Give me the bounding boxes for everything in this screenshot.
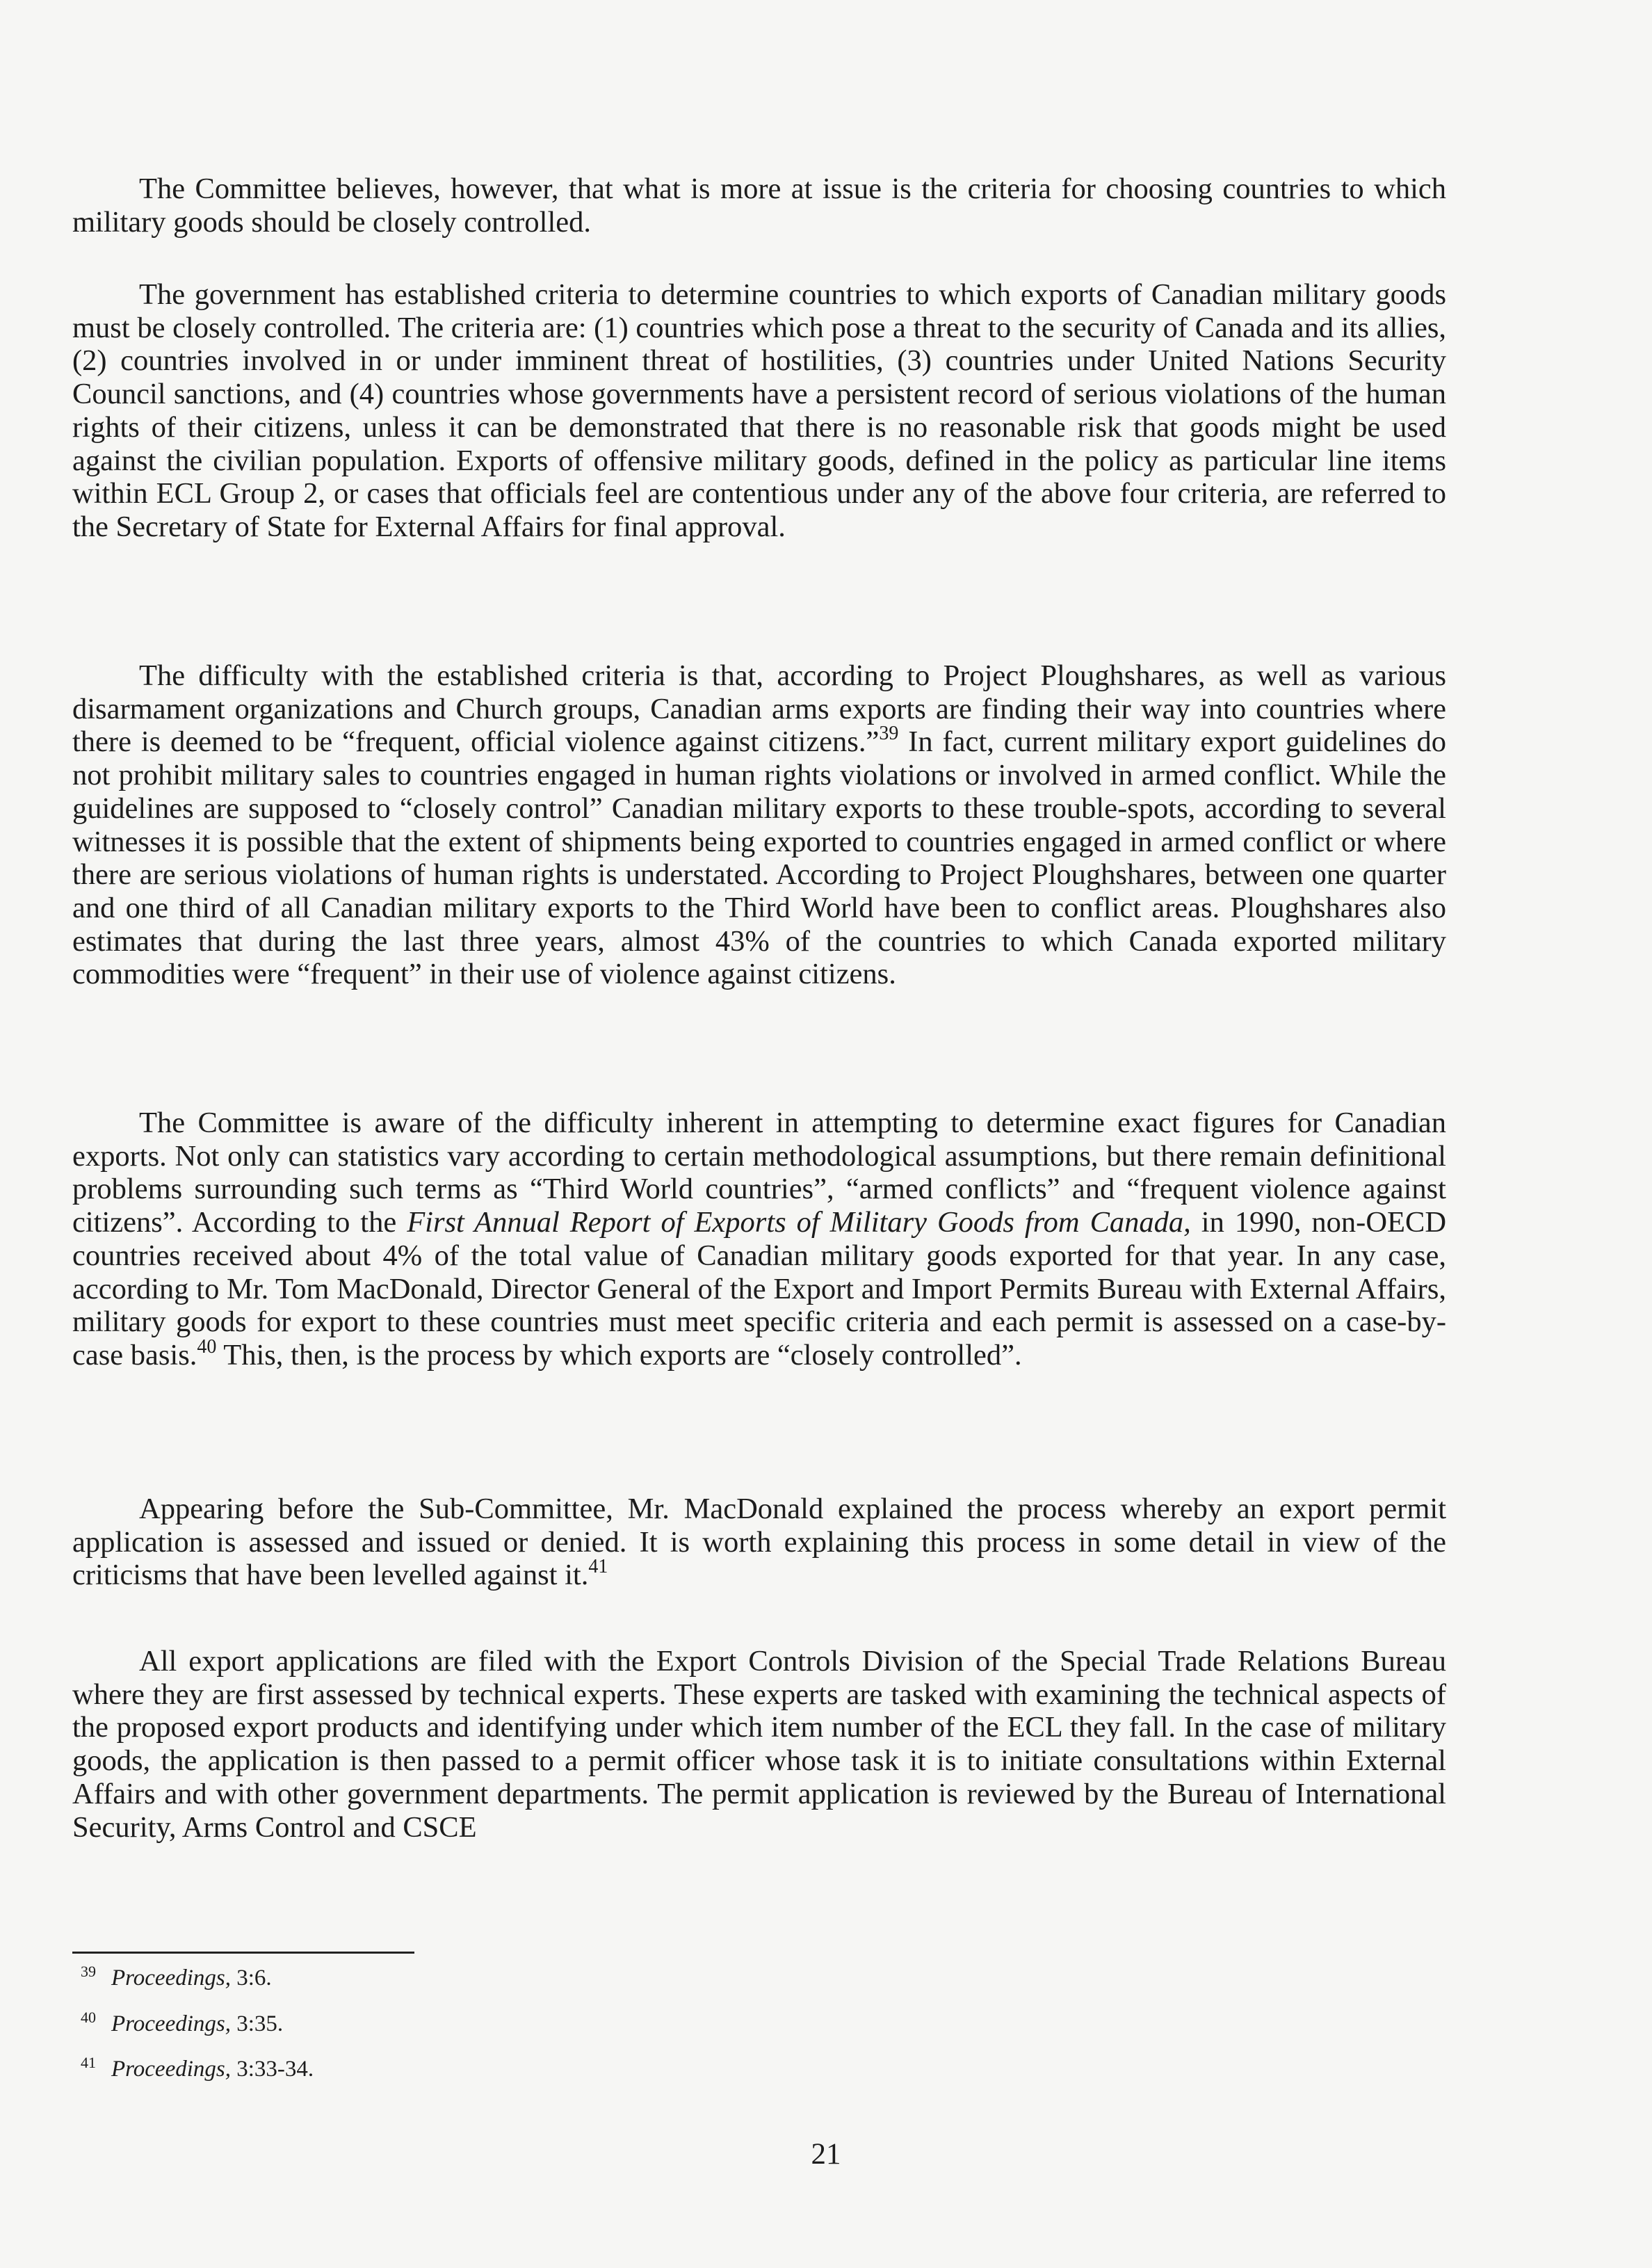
paragraph-2 bbox=[72, 278, 1446, 544]
footnote-source: Proceedings, bbox=[111, 1965, 231, 1990]
paragraph-4-text-a: The Committee is aware of the difficulty inherent in attempting to determine exact figures for Canadian exports. Not only can statistics vary according to certain methodological assumptions, but there remain definitional problems surrounding such terms as “Third World countries”, “armed conflicts” and “frequent violence against citizens”. According to the bbox=[72, 1107, 1446, 1239]
paragraph-3 bbox=[72, 659, 1446, 991]
paragraph-5 bbox=[72, 1493, 1446, 1592]
paragraph-4-text-c: This, then, is the process by which exports are “closely controlled”. bbox=[216, 1338, 1022, 1372]
report-title: First Annual Report of Exports of Military Goods from Canada, bbox=[407, 1206, 1191, 1239]
footnote-reference-39: 39 bbox=[879, 723, 899, 745]
page-number: 21 bbox=[811, 2138, 841, 2171]
footnote-40 bbox=[81, 2010, 283, 2038]
footnote-number: 40 bbox=[81, 2009, 96, 2026]
paragraph-2-text: The government has established criteria to determine countries to which exports of Canadian military goods must be closely controlled. The criteria are: (1) countries which pose a threat to the security of Canada and its allies, (2) countries involved in or under imminent threat of hostilities, (3) countries under United Nations Security Council sanctions, and (4) countries whose governments have a persistent record of serious violations of the human rights of their citizens, unless it can be demonstrated that there is no reasonable risk that goods might be used against the civilian population. Exports of offensive military goods, defined in the policy as particular line items within ECL Group 2, or cases that officials feel are contentious under any of the above four criteria, are referred to the Secretary of State for External Affairs for final approval. bbox=[72, 278, 1446, 543]
paragraph-6-text: All export applications are filed with the Export Controls Division of the Special Trade Relations Bureau where they are first assessed by technical experts. These experts are tasked with examining the technical aspects of the proposed export products and identifying under which item number of the ECL they fall. In the case of military goods, the application is then passed to a permit officer whose task it is to initiate consultations within External Affairs and with other government departments. The permit application is reviewed by the Bureau of International Security, Arms Control and CSCE bbox=[72, 1645, 1446, 1844]
footnote-39 bbox=[81, 1964, 272, 1992]
footnote-number: 39 bbox=[81, 1963, 96, 1980]
footnote-number: 41 bbox=[81, 2054, 96, 2071]
footnote-41 bbox=[81, 2055, 314, 2083]
paragraph-6 bbox=[72, 1645, 1446, 1844]
footnote-reference: 3:33-34. bbox=[230, 2057, 314, 2082]
footnote-source: Proceedings, bbox=[111, 2057, 231, 2082]
paragraph-1-text: The Committee believes, however, that what is more at issue is the criteria for choosing countries to which military goods should be closely controlled. bbox=[72, 172, 1446, 239]
paragraph-1 bbox=[72, 172, 1446, 239]
footnote-divider bbox=[72, 1952, 414, 1954]
footnote-reference: 3:35. bbox=[230, 2011, 284, 2036]
paragraph-3-text-b: In fact, current military export guidelines do not prohibit military sales to countries engaged in human rights violations or involved in armed conflict. While the guidelines are supposed to “closely control” Canadian military exports to these trouble-spots, according to several witnesses it is possible that the extent of shipments being exported to countries engaged in armed conflict or where there are serious violations of human rights is understated. According to Project Ploughshares, between one quarter and one third of all Canadian military exports to the Third World have been to conflict areas. Ploughshares also estimates that during the last three years, almost 43% of the countries to which Canada exported military commodities were “frequent” in their use of violence against citizens. bbox=[72, 725, 1446, 991]
paragraph-5-text: Appearing before the Sub-Committee, Mr. MacDonald explained the process whereby an export permit application is assessed and issued or denied. It is worth explaining this process in some detail in view of the criticisms that have been levelled against it. bbox=[72, 1493, 1446, 1592]
paragraph-4-text-b: in 1990, non-OECD countries received about 4% of the total value of Canadian military goods exported for that year. In any case, according to Mr. Tom MacDonald, Director General of the Export and Import Permits Bureau with External Affairs, military goods for export to these countries must meet specific criteria and each permit is assessed on a case-by-case basis. bbox=[72, 1206, 1447, 1372]
footnote-reference: 3:6. bbox=[230, 1965, 272, 1990]
footnote-reference-40: 40 bbox=[197, 1335, 217, 1358]
paragraph-4 bbox=[72, 1107, 1446, 1372]
paragraph-3-text-a: The difficulty with the established criteria is that, according to Project Ploughshares, as well as various disarmament organizations and Church groups, Canadian arms exports are finding their way into countries where there is deemed to be “frequent, official violence against citizens.” bbox=[72, 659, 1446, 759]
footnote-source: Proceedings, bbox=[111, 2011, 231, 2036]
footnote-reference-41: 41 bbox=[588, 1556, 608, 1578]
